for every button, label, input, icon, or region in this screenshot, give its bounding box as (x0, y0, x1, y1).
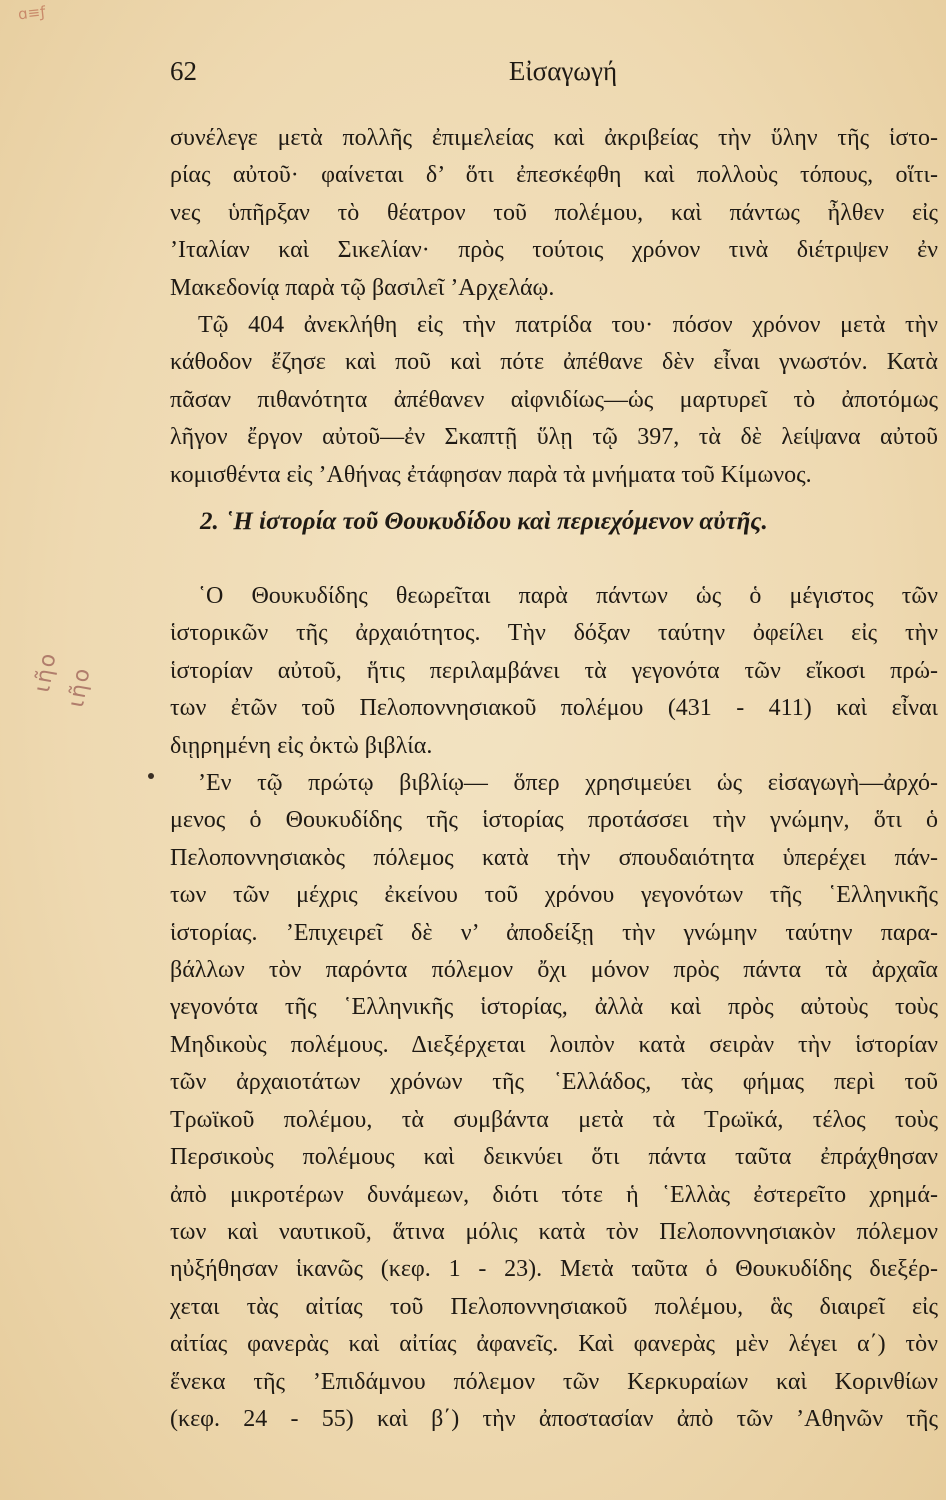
text-line: συνέλεγε μετὰ πολλῆς ἐπιμελείας καὶ ἀκριβείας τὴν ὕλην τῆς ἱστο- (170, 125, 938, 151)
paragraph-4 (170, 765, 938, 1438)
text-line: αἰτίας φανερὰς καὶ αἰτίας ἀφανεῖς. Καὶ φανερὰς μὲν λέγει α΄) τὸν (170, 1331, 938, 1358)
text-line: Πελοποννησιακὸς πόλεμος κατὰ τὴν σπουδαιότητα ὑπερέχει πάν- (170, 844, 938, 871)
text-line: ἱστορίας. ’Επιχειρεῖ δὲ ν’ ἀποδείξῃ τὴν γνώμην ταύτην παρα- (170, 919, 938, 946)
text-line: διῃρημένη εἰς ὀκτὼ βιβλία. (170, 732, 433, 759)
paragraph-1 (170, 120, 938, 307)
text-line: νες ὑπῆρξαν τὸ θέατρον τοῦ πολέμου, καὶ πάντως ἦλθεν εἰς (170, 199, 938, 226)
body-text-section-2 (170, 578, 938, 1438)
text-line: Τῷ 404 ἀνεκλήθη εἰς τὴν πατρίδα του· πόσον χρόνον μετὰ τὴν (198, 312, 938, 339)
text-line: ρίας αὐτοῦ· φαίνεται δ’ ὅτι ἐπεσκέφθη καὶ πολλοὺς τόπους, οἵτι- (170, 162, 938, 189)
text-line: Μηδικοὺς πολέμους. Διεξέρχεται λοιπὸν κατὰ σειρὰν τὴν ἱστορίαν (170, 1031, 938, 1058)
text-line: μενος ὁ Θουκυδίδης τῆς ἱστορίας προτάσσει τὴν γνώμην, ὅτι ὁ (170, 807, 938, 834)
text-line: των τῶν μέχρις ἐκείνου τοῦ χρόνου γεγονότων τῆς ῾Ελληνικῆς (170, 882, 938, 909)
text-line: των καὶ ναυτικοῦ, ἅτινα μόλις κατὰ τὸν Πελοποννησιακὸν πόλεμον (170, 1218, 938, 1245)
text-line: γεγονότα τῆς ῾Ελληνικῆς ἱστορίας, ἀλλὰ καὶ πρὸς αὐτοὺς τοὺς (170, 994, 938, 1021)
text-line: ’Εν τῷ πρώτῳ βιβλίῳ— ὅπερ χρησιμεύει ὡς εἰσαγωγὴ—ἀρχό- (198, 770, 938, 797)
text-line: ἕνεκα τῆς ’Επιδάμνου πόλεμον τῶν Κερκυραίων καὶ Κορινθίων (170, 1368, 938, 1395)
running-title: Εἰσαγωγή (508, 56, 618, 86)
pencil-corner-mark: ɑ≡ƒ (17, 2, 47, 24)
text-line: βάλλων τὸν παρόντα πόλεμον ὄχι μόνον πρὸς πάντα τὰ ἀρχαῖα (170, 957, 938, 984)
ink-dot-mark (148, 773, 154, 779)
paragraph-2 (170, 307, 938, 494)
text-line: Μακεδονίᾳ παρὰ τῷ βασιλεῖ ’Αρχελάῳ. (170, 274, 555, 301)
text-line: ἀπὸ μικροτέρων δυνάμεων, διότι τότε ἡ ῾Ελλὰς ἐστερεῖτο χρημά- (170, 1181, 938, 1208)
body-text (170, 120, 938, 494)
section-heading: 2. ῾Η ἱστορία τοῦ Θουκυδίδου καὶ περιεχόμενον αὐτῆς. (200, 508, 768, 535)
text-line: κάθοδον ἔζησε καὶ ποῦ καὶ πότε ἀπέθανε δὲν εἶναι γνωστόν. Κατὰ (170, 349, 938, 376)
text-line: χεται τὰς αἰτίας τοῦ Πελοποννησιακοῦ πολέμου, ἃς διαιρεῖ εἰς (170, 1293, 938, 1320)
text-line: των ἐτῶν τοῦ Πελοποννησιακοῦ πολέμου (431 - 411) καὶ εἶναι (170, 695, 938, 722)
page-header (170, 56, 916, 96)
text-line: ῾Ο Θουκυδίδης θεωρεῖται παρὰ πάντων ὡς ὁ μέγιστος τῶν (198, 583, 938, 609)
text-line: τῶν ἀρχαιοτάτων χρόνων τῆς ῾Ελλάδος, τὰς φήμας περὶ τοῦ (170, 1069, 938, 1096)
page-number: 62 (170, 56, 197, 86)
pencil-margin-note: ιη̃ο (30, 649, 62, 695)
text-line: (κεφ. 24 - 55) καὶ β΄) τὴν ἀποστασίαν ἀπὸ τῶν ’Αθηνῶν τῆς (170, 1405, 938, 1432)
text-line: πᾶσαν πιθανότητα ἀπέθανεν αἰφνιδίως—ὡς μαρτυρεῖ τὸ ἀποτόμως (170, 386, 938, 413)
text-line: ’Ιταλίαν καὶ Σικελίαν· πρὸς τούτοις χρόνον τινὰ διέτριψεν ἐν (170, 237, 938, 264)
text-line: ἱστορικῶν τῆς ἀρχαιότητος. Τὴν δόξαν ταύτην ὀφείλει εἰς τὴν (170, 620, 938, 647)
paragraph-3 (170, 578, 938, 765)
text-line: ηὐξήθησαν ἱκανῶς (κεφ. 1 - 23). Μετὰ ταῦτα ὁ Θουκυδίδης διεξέρ- (170, 1256, 938, 1283)
text-line: ἱστορίαν αὐτοῦ, ἥτις περιλαμβάνει τὰ γεγονότα τῶν εἴκοσι πρώ- (170, 657, 938, 684)
text-line: λῆγον ἔργον αὐτοῦ—ἐν Σκαπτῇ ὕλῃ τῷ 397, τὰ δὲ λείψανα αὐτοῦ (170, 424, 938, 451)
text-line: κομισθέντα εἰς ’Αθήνας ἐτάφησαν παρὰ τὰ μνήματα τοῦ Κίμωνος. (170, 461, 812, 488)
pencil-margin-note-second: ιη̃ο (64, 664, 96, 710)
text-line: Τρωϊκοῦ πολέμου, τὰ συμβάντα μετὰ τὰ Τρωϊκά, τέλος τοὺς (170, 1106, 938, 1133)
text-line: Περσικοὺς πολέμους καὶ δεικνύει ὅτι πάντα ταῦτα ἐπράχθησαν (170, 1144, 938, 1171)
